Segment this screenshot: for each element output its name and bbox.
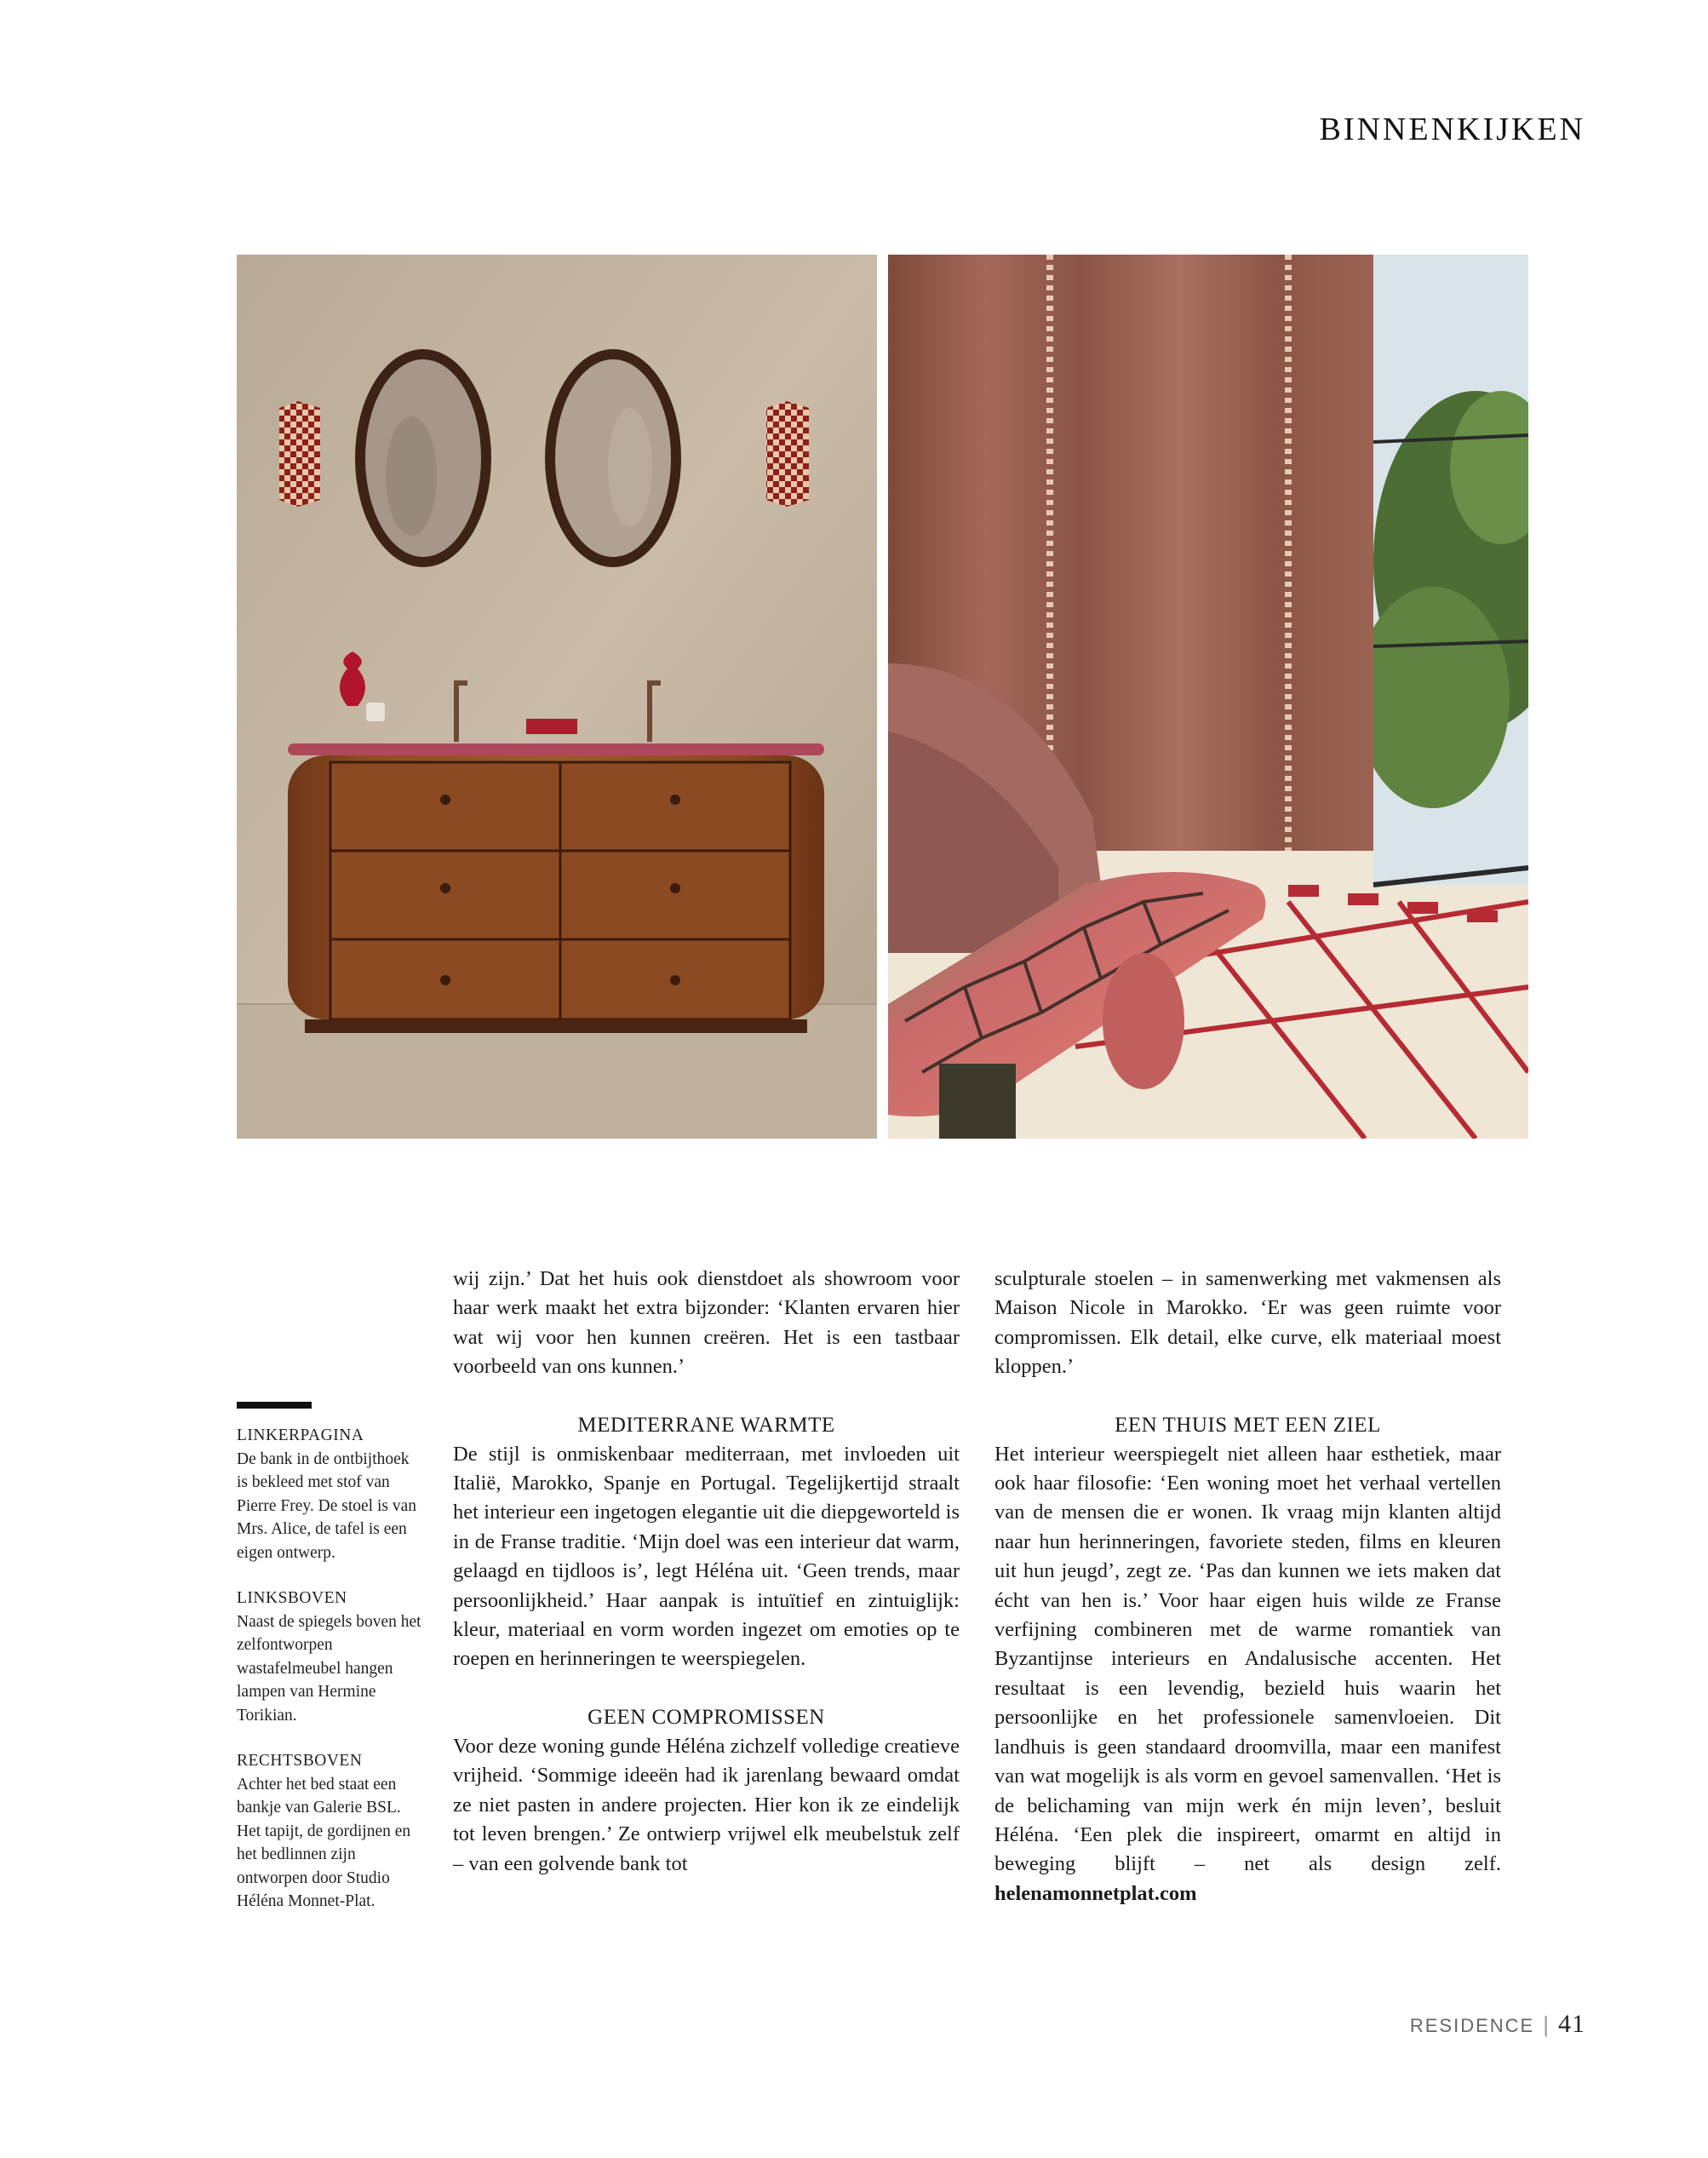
caption-heading: LINKERPAGINA bbox=[237, 1426, 364, 1444]
article-column-right bbox=[994, 1265, 1501, 1908]
body-paragraph bbox=[994, 1440, 1501, 1909]
article-column-middle bbox=[453, 1265, 960, 1879]
caption-text: Achter het bed staat een bankje van Galerie BSL. Het tapijt, de gordijnen en het bedlinnen zijn ontworpen door Studio Héléna Monnet-Plat. bbox=[237, 1775, 411, 1910]
section-label: BINNENKIJKEN bbox=[1319, 112, 1585, 147]
section-heading: EEN THUIS MET EEN ZIEL bbox=[1115, 1413, 1381, 1437]
photo-bathroom-vanity bbox=[237, 255, 877, 1139]
caption-block bbox=[237, 1749, 424, 1914]
caption-heading: RECHTSBOVEN bbox=[237, 1752, 363, 1770]
body-paragraph: wij zijn.’ Dat het huis ook dienstdoet als showroom voor haar werk maakt het extra bijzonder: ‘Klanten ervaren hier wat wij voor hen kunnen creëren. Het is een tastbaar voorbeeld van ons kunnen.’ bbox=[453, 1267, 960, 1379]
caption-sidebar bbox=[237, 1402, 424, 1936]
page-number: 41 bbox=[1558, 2010, 1585, 2038]
body-paragraph: sculpturale stoelen – in samenwerking met vakmensen als Maison Nicole in Marokko. ‘Er was geen ruimte voor compromissen. Elk detail, elke curve, elk materiaal moest kloppen.’ bbox=[994, 1267, 1501, 1379]
body-text: Het interieur weerspiegelt niet alleen haar esthetiek, maar ook haar filosofie: ‘Een woning moet het verhaal vertellen van de mensen die er wonen. Ik vraag mijn klanten altijd naar hun herinneringen, favoriete steden, films en kleuren uit hun jeugd’, zegt ze. ‘Pas dan kunnen we iets maken dat écht van hen is.’ Voor haar eigen huis wilde ze Franse verfijning combineren met de warme romantiek van Byzantijnse interieurs en Andalusische accenten. Het resultaat is een levendig, bezield huis waarin het persoonlijke en het professionele samenvloeien. Dit landhuis is geen standaard droomvilla, maar een manifest van wat mogelijk is als vorm en gevoel samenvallen. ‘Het is de belichaming van mijn werk én mijn leven’, besluit Héléna. ‘Een plek die inspireert, omarmt en altijd in beweging blijft – net als design zelf. bbox=[994, 1442, 1501, 1876]
website-link[interactable]: helenamonnetplat.com bbox=[994, 1881, 1197, 1905]
sconce-left bbox=[279, 401, 320, 507]
caption-text: Naast de spiegels boven het zelfontworpen wastafelmeubel hangen lampen van Hermine Torikian. bbox=[237, 1612, 421, 1725]
caption-rule bbox=[237, 1402, 312, 1409]
section-heading: GEEN COMPROMISSEN bbox=[587, 1705, 825, 1729]
body-paragraph: De stijl is onmiskenbaar mediterraan, met invloeden uit Italië, Marokko, Spanje en Portugal. Tegelijkertijd straalt het interieur een ingetogen elegantie uit die diepgeworteld is in de Franse traditie. ‘Mijn doel was een interieur dat warm, gelaagd en tijdloos is’, legt Héléna uit. ‘Geen trends, maar persoonlijkheid.’ Haar aanpak is intuïtief en zintuiglijk: kleur, materiaal en vorm worden ingezet om emoties op te roepen en herinneringen te weerspiegelen. bbox=[453, 1442, 960, 1671]
footer-separator: | bbox=[1543, 2012, 1550, 2037]
page-footer bbox=[1410, 2010, 1585, 2039]
magazine-name: RESIDENCE bbox=[1409, 2015, 1535, 2036]
section-heading: MEDITERRANE WARMTE bbox=[577, 1413, 835, 1437]
caption-block bbox=[237, 1587, 424, 1727]
caption-block bbox=[237, 1424, 424, 1564]
photo-bedroom-bench bbox=[888, 255, 1528, 1139]
caption-heading: LINKSBOVEN bbox=[237, 1589, 347, 1607]
body-paragraph: Voor deze woning gunde Héléna zichzelf volledige creatieve vrijheid. ‘Sommige ideeën had ik jarenlang bewaard omdat ze niet pasten in andere projecten. Hier kon ik ze eindelijk tot leven brengen.’ Ze ontwierp vrijwel elk meubelstuk zelf – van een golvende bank tot bbox=[453, 1734, 960, 1875]
caption-text: De bank in de ontbijthoek is bekleed met stof van Pierre Frey. De stoel is van Mrs. Alice, de tafel is een eigen ontwerp. bbox=[237, 1449, 417, 1562]
